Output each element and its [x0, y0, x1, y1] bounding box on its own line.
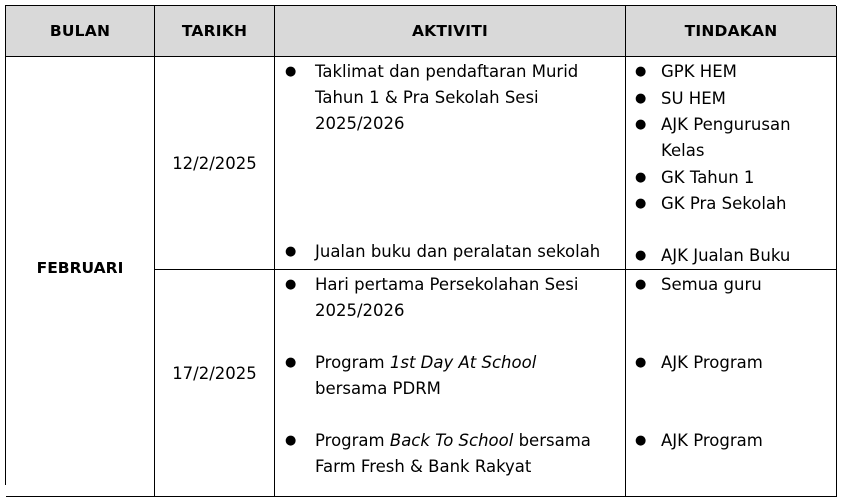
bullet-icon: ●: [635, 248, 647, 263]
header-tindakan: [626, 6, 837, 57]
month-cell: [6, 57, 155, 497]
date-label-1: 12/2/2025: [172, 153, 257, 173]
action-text: GK Pra Sekolah: [661, 194, 787, 213]
header-tarikh-label: TARIKH: [181, 22, 248, 40]
activity-text: Taklimat dan pendaftaran Murid Tahun 1 & Pra Sekolah Sesi 2025/2026: [315, 62, 579, 133]
bullet-icon: ●: [285, 244, 297, 259]
bullet-icon: ●: [635, 170, 647, 185]
action-text: AJK Program: [661, 431, 763, 450]
activity-text: Program Back To School bersama Farm Fresh & Bank Rakyat: [315, 431, 591, 476]
action-text: AJK Pengurusan Kelas: [661, 115, 791, 160]
date-cell-1: [155, 57, 275, 270]
activity-text: Program 1st Day At School bersama PDRM: [315, 353, 537, 398]
bullet-icon: ●: [635, 117, 647, 132]
activity-text: Jualan buku dan peralatan sekolah: [315, 242, 601, 261]
bullet-icon: ●: [635, 91, 647, 106]
action-text: GPK HEM: [661, 62, 737, 81]
bullet-icon: ●: [635, 433, 647, 448]
bullet-icon: ●: [635, 277, 647, 292]
action-cell-2: [626, 270, 837, 497]
header-aktiviti-label: AKTIVITI: [411, 22, 489, 40]
date-cell-2: [155, 270, 275, 497]
bullet-icon: ●: [635, 196, 647, 211]
header-tarikh: [155, 6, 275, 57]
date-label-2: 17/2/2025: [172, 364, 257, 383]
activity-text: Hari pertama Persekolahan Sesi 2025/2026: [315, 275, 579, 320]
bullet-icon: ●: [635, 64, 647, 79]
bullet-icon: ●: [285, 433, 297, 448]
action-text: GK Tahun 1: [661, 168, 755, 187]
action-text: SU HEM: [661, 89, 726, 108]
bullet-icon: ●: [285, 64, 297, 79]
header-aktiviti: [275, 6, 626, 57]
header-tindakan-label: TINDAKAN: [684, 22, 778, 40]
action-text: AJK Jualan Buku: [661, 246, 791, 265]
header-bulan: [6, 6, 155, 57]
action-text: Semua guru: [661, 275, 762, 294]
header-bulan-label: BULAN: [49, 22, 111, 40]
bullet-icon: ●: [635, 355, 647, 370]
bullet-icon: ●: [285, 277, 297, 292]
month-label: FEBRUARI: [36, 259, 124, 277]
action-text: AJK Program: [661, 353, 763, 372]
bullet-icon: ●: [285, 355, 297, 370]
